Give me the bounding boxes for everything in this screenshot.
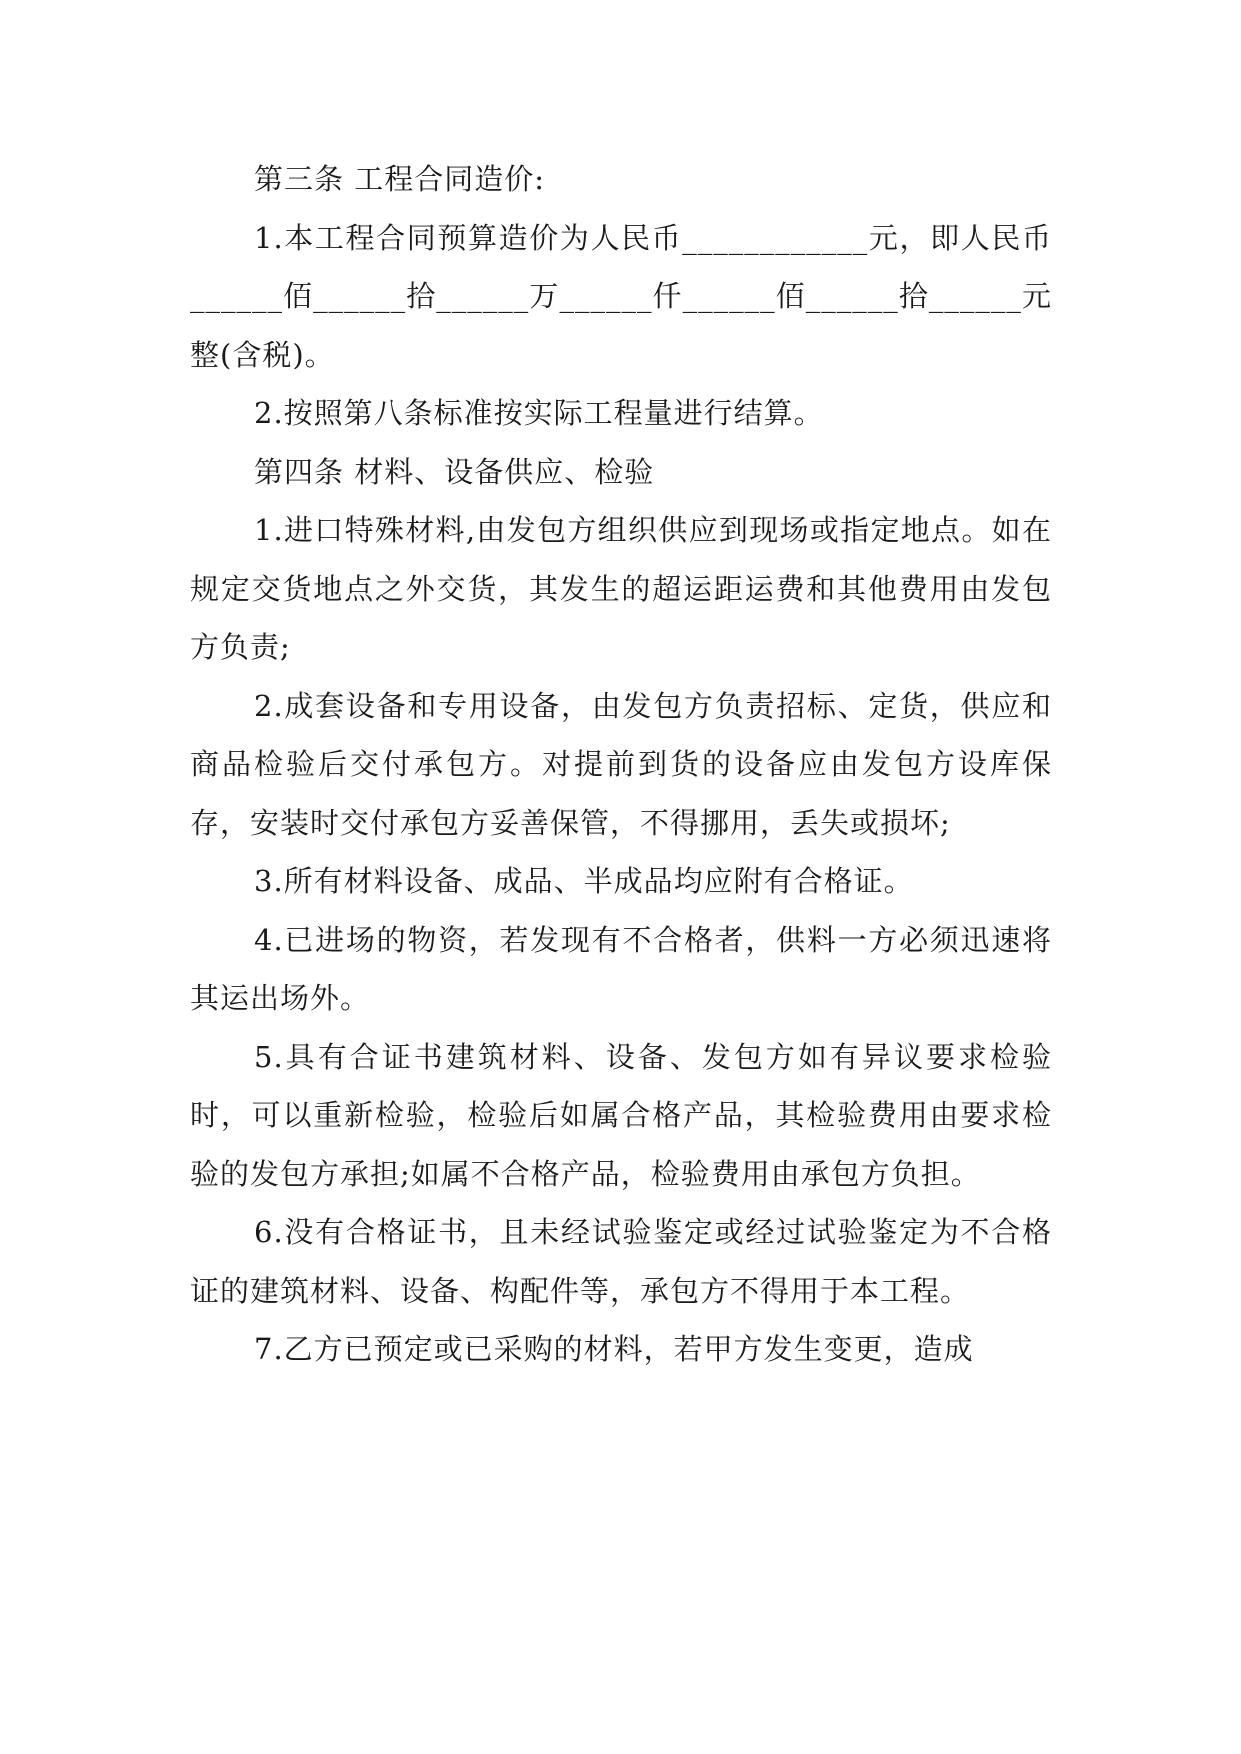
article-4-item-4: 4.已进场的物资，若发现有不合格者，供料一方必须迅速将其运出场外。	[190, 922, 1052, 1015]
article-3-item-2: 2.按照第八条标准按实际工程量进行结算。	[254, 396, 824, 430]
article-4-heading: 第四条 材料、设备供应、检验	[254, 454, 655, 489]
article-4-item-3: 3.所有材料设备、成品、半成品均应附有合格证。	[254, 864, 914, 898]
article-4-item-2: 2.成套设备和专用设备，由发包方负责招标、定货，供应和商品检验后交付承包方。对提前到货的设备应由发包方设库保存，安装时交付承包方妥善保管，不得挪用，丢失或损坏;	[190, 688, 1052, 840]
article-3-item-1: 1.本工程合同预算造价为人民币____________元，即人民币______佰______拾______万______仟______佰______拾______元整(含税)。	[190, 220, 1052, 372]
article-3-heading: 第三条 工程合同造价:	[254, 162, 545, 196]
article-4-item-1: 1.进口特殊材料,由发包方组织供应到现场或指定地点。如在规定交货地点之外交货，其发生的超运距运费和其他费用由发包方负责;	[190, 513, 1052, 664]
article-4-item-5: 5.具有合证书建筑材料、设备、发包方如有异议要求检验时，可以重新检验，检验后如属合格产品，其检验费用由要求检验的发包方承担;如属不合格产品，检验费用由承包方负担。	[190, 1039, 1052, 1191]
article-4-item-7: 7.乙方已预定或已采购的材料，若甲方发生变更，造成	[254, 1332, 974, 1366]
article-4-item-6: 6.没有合格证书，且未经试验鉴定或经过试验鉴定为不合格证的建筑材料、设备、构配件等，承包方不得用于本工程。	[190, 1215, 1052, 1308]
document-page	[190, 150, 1052, 1379]
